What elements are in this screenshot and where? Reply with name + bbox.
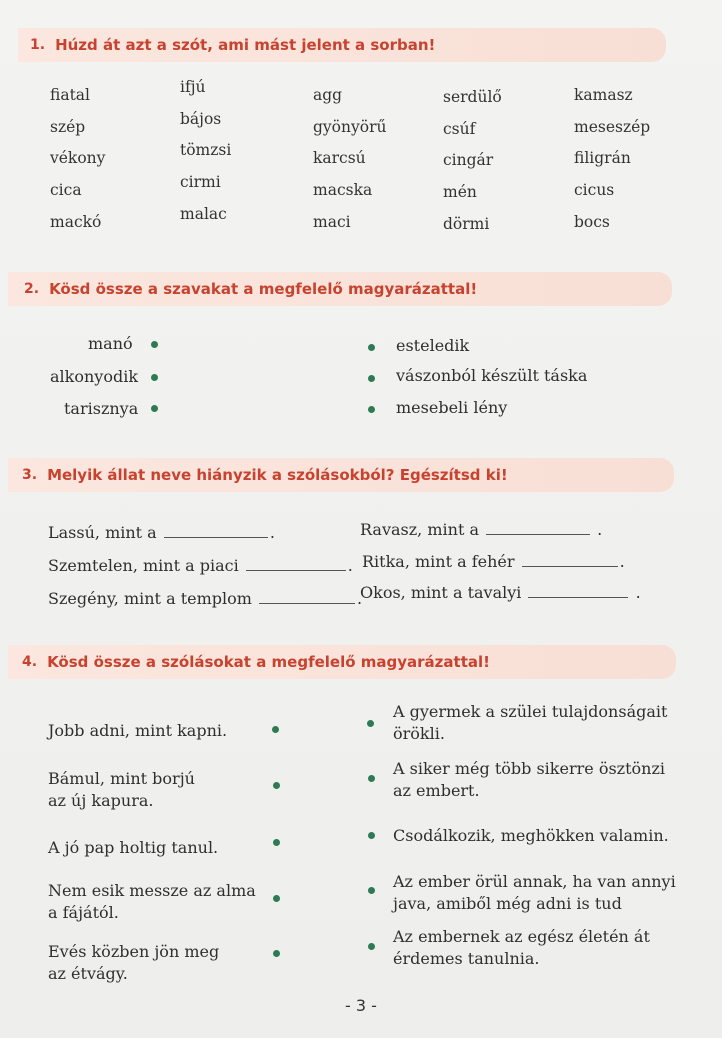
answer-blank[interactable]: [486, 533, 590, 535]
task1-word[interactable]: serdülő: [443, 88, 502, 106]
task4-right-meaning: [393, 871, 676, 915]
saying-line: Evés közben jön meg: [48, 942, 220, 961]
task4-left-saying: [48, 837, 218, 859]
task2-left-dot[interactable]: [151, 374, 158, 381]
task4-right-dot[interactable]: [368, 943, 375, 950]
task4-right-dot[interactable]: [368, 832, 375, 839]
saying-line: Bámul, mint borjú: [48, 769, 195, 788]
task1-word[interactable]: karcsú: [313, 149, 366, 167]
saying-line: az étvágy.: [48, 964, 128, 983]
task2-right-dot[interactable]: [368, 344, 375, 351]
task1-word[interactable]: mackó: [50, 213, 102, 231]
task1-word[interactable]: szép: [50, 118, 86, 136]
task1-word[interactable]: macska: [313, 181, 373, 199]
task2-right-item: vászonból készült táska: [396, 366, 588, 385]
task2-right-item: esteledik: [396, 336, 470, 355]
answer-blank[interactable]: [164, 536, 268, 538]
task1-word[interactable]: meseszép: [574, 118, 651, 136]
task4-right-meaning: [393, 926, 650, 970]
task4-right-meaning: [393, 701, 667, 745]
page-number: - 3 -: [345, 996, 377, 1015]
task4-right-meaning: [393, 758, 665, 802]
task4-left-saying: [48, 941, 219, 985]
task2-left-item: tarisznya: [64, 399, 139, 418]
task1-word[interactable]: cirmi: [180, 173, 221, 191]
task2-left-item: manó: [88, 334, 133, 353]
task1-word[interactable]: csúf: [443, 120, 476, 138]
task4-right-meaning: [393, 825, 669, 847]
task1-word[interactable]: maci: [313, 213, 351, 231]
task4-right-dot[interactable]: [368, 887, 375, 894]
answer-blank[interactable]: [528, 596, 628, 598]
task3-number: 3.: [22, 467, 38, 483]
task1-word[interactable]: cicus: [574, 181, 615, 199]
task2-number: 2.: [24, 281, 40, 297]
task2-right-dot[interactable]: [368, 375, 375, 382]
answer-blank[interactable]: [522, 565, 618, 567]
task3-saying: Szemtelen, mint a piaci .: [48, 556, 353, 575]
task2-right-item: mesebeli lény: [396, 398, 508, 417]
task1-number: 1.: [30, 37, 46, 53]
saying-line: a fájától.: [48, 903, 119, 922]
task1-word[interactable]: mén: [443, 183, 477, 201]
task2-banner: [8, 272, 672, 306]
task2-right-dot[interactable]: [368, 406, 375, 413]
task1-word[interactable]: fiatal: [50, 86, 91, 104]
task3-saying-text: Szemtelen, mint a piaci: [48, 556, 239, 575]
task4-title: Kösd össze a szólásokat a megfelelő magyarázattal!: [47, 653, 490, 671]
saying-line: Jobb adni, mint kapni.: [48, 721, 228, 740]
meaning-line: érdemes tanulnia.: [393, 949, 540, 968]
task3-saying-text: Szegény, mint a templom: [48, 589, 252, 608]
saying-line: az új kapura.: [48, 791, 154, 810]
meaning-line: A gyermek a szülei tulajdonságait: [393, 702, 668, 721]
task4-left-dot[interactable]: [273, 839, 280, 846]
task1-word[interactable]: gyönyörű: [313, 118, 387, 136]
task4-number: 4.: [22, 654, 38, 670]
task3-saying-text: Ravasz, mint a: [360, 520, 479, 539]
task3-title: Melyik állat neve hiányzik a szólásokból? Egészítsd ki!: [47, 466, 508, 484]
meaning-line: Az embernek az egész életén át: [393, 927, 650, 946]
task4-right-dot[interactable]: [367, 720, 374, 727]
task1-word[interactable]: cingár: [443, 151, 494, 169]
task1-word[interactable]: agg: [313, 86, 343, 104]
meaning-line: java, amiből még adni is tud: [393, 894, 622, 913]
task2-left-dot[interactable]: [151, 341, 158, 348]
task3-saying-text: Ritka, mint a fehér: [362, 552, 515, 571]
task4-right-dot[interactable]: [368, 775, 375, 782]
task3-saying-text: Lassú, mint a: [48, 523, 157, 542]
meaning-line: A siker még több sikerre ösztönzi: [393, 759, 665, 778]
task4-left-dot[interactable]: [273, 950, 280, 957]
answer-blank[interactable]: [246, 569, 346, 571]
task2-left-item: alkonyodik: [50, 367, 139, 386]
saying-line: A jó pap holtig tanul.: [48, 838, 219, 857]
task1-banner: [18, 28, 666, 62]
meaning-line: Csodálkozik, meghökken valamin.: [393, 826, 669, 845]
task1-word[interactable]: tömzsi: [180, 141, 232, 159]
task1-word[interactable]: bocs: [574, 213, 610, 231]
task1-word[interactable]: malac: [180, 205, 227, 223]
task4-left-dot[interactable]: [272, 726, 279, 733]
answer-blank[interactable]: [259, 602, 355, 604]
task1-title: Húzd át azt a szót, ami mást jelent a sorban!: [55, 36, 436, 54]
meaning-line: örökli.: [393, 724, 445, 743]
task1-word[interactable]: cica: [50, 181, 82, 199]
task2-title: Kösd össze a szavakat a megfelelő magyarázattal!: [49, 280, 478, 298]
task3-saying-text: Okos, mint a tavalyi: [360, 583, 522, 602]
task4-banner: [8, 645, 676, 679]
task3-saying: Ravasz, mint a .: [360, 520, 603, 539]
task1-word[interactable]: filigrán: [574, 149, 631, 167]
task4-left-dot[interactable]: [273, 782, 280, 789]
task3-banner: [8, 458, 674, 492]
meaning-line: Az ember örül annak, ha van annyi: [393, 872, 676, 891]
task3-saying: Okos, mint a tavalyi .: [360, 583, 641, 602]
task1-word[interactable]: ifjú: [180, 78, 206, 96]
task3-saying: Ritka, mint a fehér .: [362, 552, 625, 571]
task1-word[interactable]: vékony: [50, 149, 106, 167]
task4-left-saying: [48, 880, 256, 924]
task2-left-dot[interactable]: [151, 405, 158, 412]
task1-word[interactable]: kamasz: [574, 86, 633, 104]
task1-word[interactable]: dörmi: [443, 215, 490, 233]
task4-left-saying: [48, 768, 195, 812]
task1-word[interactable]: bájos: [180, 110, 222, 128]
task4-left-saying: [48, 720, 227, 742]
task4-left-dot[interactable]: [273, 895, 280, 902]
meaning-line: az embert.: [393, 781, 480, 800]
task3-saying: Lassú, mint a .: [48, 523, 275, 542]
task3-saying: Szegény, mint a templom .: [48, 589, 363, 608]
saying-line: Nem esik messze az alma: [48, 881, 256, 900]
